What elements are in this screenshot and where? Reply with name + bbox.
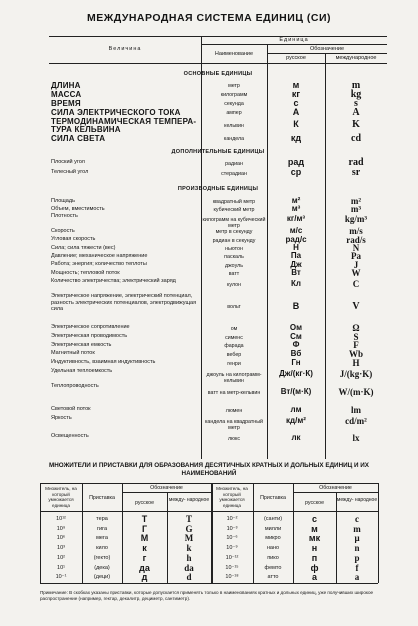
international-symbol: S xyxy=(353,331,359,342)
factor-value: 10² xyxy=(57,554,65,561)
unit-name: секунда xyxy=(224,100,244,107)
quantity-name: Плоский угол xyxy=(51,159,85,165)
prefix-russian-symbol: Т xyxy=(141,514,148,524)
unit-name: кандела на квадратный метр xyxy=(204,419,264,431)
factor-value: 10³ xyxy=(57,545,65,552)
international-symbol: V xyxy=(352,300,360,312)
russian-symbol: Н xyxy=(293,243,299,252)
russian-symbol: кг/м³ xyxy=(286,214,306,223)
russian-symbol: Вт xyxy=(291,268,301,277)
header-designation-left: Обозначение xyxy=(150,485,183,491)
factor-value: 10⁹ xyxy=(56,525,66,532)
quantity-name: Объем, вместимость xyxy=(51,206,105,212)
unit-name: люмен xyxy=(225,407,243,414)
russian-symbol: с xyxy=(293,98,299,108)
unit-row xyxy=(49,109,387,116)
header-factor-right: Множитель, на который умножается единица xyxy=(216,486,248,508)
international-symbol: m³ xyxy=(350,204,362,214)
russian-symbol: кд/м² xyxy=(286,416,306,425)
russian-symbol: лк xyxy=(291,433,301,442)
russian-symbol: м³ xyxy=(291,204,301,213)
international-symbol: J xyxy=(353,259,359,270)
international-symbol: Ω xyxy=(352,322,360,333)
unit-row xyxy=(49,159,387,168)
prefix-russian-symbol: п xyxy=(311,552,318,563)
unit-name: кубический метр xyxy=(213,207,255,213)
unit-name: радиан в секунду xyxy=(212,237,256,244)
prefix-name: мега xyxy=(96,535,108,542)
unit-name: кельвин xyxy=(224,122,244,129)
header-units: Единица xyxy=(279,37,309,43)
page-title: МЕЖДУНАРОДНАЯ СИСТЕМА ЕДИНИЦ (СИ) xyxy=(86,12,332,24)
section-basic: ОСНОВНЫЕ ЕДИНИЦЫ xyxy=(183,71,253,77)
prefix-russian-symbol: Г xyxy=(141,523,148,534)
unit-name: метр xyxy=(228,82,240,89)
prefix-name: пико xyxy=(267,554,279,561)
unit-row xyxy=(49,91,387,98)
russian-symbol: Дж/(кг·К) xyxy=(279,368,313,378)
quantity-name: Электрическое напряжение, электрический потенциал, разность электрических потенциалов, электродвижущая сила xyxy=(51,293,197,312)
header-name: Наименование xyxy=(214,51,254,57)
russian-symbol: В xyxy=(292,300,300,311)
prefix-russian-symbol: с xyxy=(311,514,317,524)
unit-row xyxy=(49,383,387,403)
unit-name: метр в секунду xyxy=(215,229,253,235)
quantity-name: ВРЕМЯ xyxy=(51,99,81,108)
international-symbol: lx xyxy=(352,433,360,443)
prefixes-table xyxy=(40,483,378,583)
header-quantity: Величина xyxy=(108,46,142,52)
prefix-russian-symbol: м xyxy=(311,523,318,534)
international-symbol: F xyxy=(353,340,359,350)
prefix-russian-symbol: к xyxy=(142,543,147,554)
international-symbol: Wb xyxy=(348,348,363,359)
header-designation-right: Обозначение xyxy=(319,485,352,491)
prefix-international-symbol: T xyxy=(185,514,192,524)
quantity-name: Площадь xyxy=(51,198,75,204)
unit-name: вебер xyxy=(226,351,242,358)
prefix-international-symbol: h xyxy=(186,552,192,563)
russian-symbol: м/с xyxy=(289,226,303,235)
russian-symbol: Дж xyxy=(290,259,302,269)
international-symbol: m xyxy=(351,80,361,91)
quantity-name: Скорость xyxy=(51,228,75,234)
unit-row xyxy=(49,278,387,291)
russian-symbol: кд xyxy=(290,133,302,143)
international-symbol: K xyxy=(352,119,360,130)
russian-symbol: Па xyxy=(290,251,302,260)
quantity-name: СИЛА ЭЛЕКТРИЧЕСКОГО ТОКА xyxy=(51,108,181,117)
quantity-name: Телесный угол xyxy=(51,169,89,175)
quantity-name: Работа; энергия; количество теплоты xyxy=(51,261,147,267)
prefix-international-symbol: m xyxy=(353,523,361,534)
unit-name: вольт xyxy=(227,304,241,310)
footnote: Примечание: В скобках указаны приставки, которые допускается применять только в наименованиях кратных и дольных единиц, уже получивших широкое распространение (например, гектар, декалитр, дециметр, сантиметр). xyxy=(40,590,374,601)
international-symbol: W xyxy=(351,268,361,278)
factor-value: 10⁶ xyxy=(56,535,66,542)
quantity-name: Количество электричества; электрический заряд xyxy=(51,278,176,284)
russian-symbol: Кл xyxy=(291,278,301,288)
international-symbol: rad/s xyxy=(346,234,366,245)
unit-row xyxy=(49,359,387,368)
header-russian-left: русское xyxy=(134,500,155,506)
quantity-name: СИЛА СВЕТА xyxy=(51,134,106,143)
international-symbol: Pa xyxy=(351,251,361,261)
prefix-name: фемто xyxy=(264,564,282,571)
quantity-name: Магнитный поток xyxy=(51,350,95,356)
unit-name: килограмм на кубический метр xyxy=(202,217,266,229)
unit-row xyxy=(49,433,387,445)
prefix-name: атто xyxy=(267,574,279,581)
unit-name: генри xyxy=(227,360,241,367)
factor-value: 10⁻³ xyxy=(226,525,238,532)
prefix-international-symbol: k xyxy=(186,543,192,554)
prefix-name: тера xyxy=(96,516,108,522)
factor-value: 10¹² xyxy=(56,516,66,522)
prefix-russian-symbol: М xyxy=(140,533,149,544)
quantity-name: Электрическая проводимость xyxy=(51,333,128,339)
header-international: международное xyxy=(335,55,377,61)
unit-row xyxy=(49,82,387,89)
quantity-name: Индуктивность, взаимная индуктивность xyxy=(51,359,156,365)
prefix-russian-symbol: д xyxy=(141,572,148,583)
quantity-name: Яркость xyxy=(51,415,72,421)
international-symbol: m/s xyxy=(349,226,363,236)
international-symbol: N xyxy=(352,243,360,253)
prefix-russian-symbol: а xyxy=(311,572,317,583)
factor-value: 10⁻¹² xyxy=(225,554,239,561)
unit-name: фарада xyxy=(224,343,244,349)
prefix-international-symbol: n xyxy=(354,543,360,554)
unit-row xyxy=(49,270,387,278)
russian-symbol: К xyxy=(293,119,299,129)
header-designation: Обозначение xyxy=(309,46,344,52)
prefix-name: гига xyxy=(96,525,108,532)
international-symbol: rad xyxy=(348,157,364,168)
russian-symbol: лм xyxy=(290,404,302,414)
factor-value: 10⁻² xyxy=(226,516,238,522)
unit-name: радиан xyxy=(225,160,243,167)
russian-symbol: См xyxy=(290,331,302,341)
international-symbol: m² xyxy=(350,196,362,206)
russian-symbol: рад xyxy=(287,157,305,167)
unit-row xyxy=(49,135,387,143)
quantity-name: Электрическая емкость xyxy=(51,342,112,348)
factor-value: 10⁻¹⁵ xyxy=(225,564,239,571)
international-symbol: W/(m·K) xyxy=(338,387,374,397)
unit-row xyxy=(49,293,387,321)
unit-name: килограмм xyxy=(220,91,248,98)
international-symbol: kg xyxy=(350,89,362,100)
header-international-left: между- народное xyxy=(168,497,210,503)
unit-name: сименс xyxy=(225,334,243,341)
si-units-table xyxy=(49,36,387,459)
russian-symbol: м xyxy=(292,80,300,90)
header-russian: русское xyxy=(286,55,306,61)
russian-symbol: А xyxy=(292,107,300,117)
prefix-russian-symbol: да xyxy=(139,562,150,573)
international-symbol: sr xyxy=(351,167,361,178)
international-symbol: H xyxy=(352,357,360,368)
unit-name: квадратный метр xyxy=(212,199,256,205)
russian-symbol: ср xyxy=(290,167,302,177)
prefix-international-symbol: G xyxy=(185,523,193,534)
header-factor-left: Множитель, на который умножается единица xyxy=(45,486,77,508)
international-symbol: lm xyxy=(351,404,361,415)
unit-row xyxy=(49,406,387,415)
unit-name: стерадиан xyxy=(221,170,247,177)
quantity-name: Освещенность xyxy=(51,433,89,439)
prefix-international-symbol: a xyxy=(354,572,360,583)
prefix-russian-symbol: н xyxy=(311,543,318,554)
prefix-international-symbol: μ xyxy=(354,533,360,544)
factor-value: 10⁻⁶ xyxy=(226,535,238,542)
unit-row xyxy=(49,368,387,384)
international-symbol: s xyxy=(354,98,358,109)
prefix-international-symbol: da xyxy=(184,562,194,573)
prefix-international-symbol: p xyxy=(354,552,360,563)
section-derived: ПРОИЗВОДНЫЕ ЕДИНИЦЫ xyxy=(177,186,259,192)
prefix-russian-symbol: мк xyxy=(308,533,321,544)
unit-name: кулон xyxy=(227,281,241,288)
prefix-russian-symbol: г xyxy=(142,552,147,563)
factor-value: 10⁻⁹ xyxy=(226,545,238,552)
prefix-name: нано xyxy=(266,545,280,552)
quantity-name: Удельная теплоемкость xyxy=(51,368,113,374)
unit-row xyxy=(49,118,387,133)
russian-symbol: Гн xyxy=(291,357,301,367)
unit-name: ватт на метр-кельвин xyxy=(207,390,261,396)
international-symbol: cd xyxy=(351,133,361,144)
header-prefix-right: Приставка xyxy=(260,495,286,501)
unit-row xyxy=(49,100,387,107)
russian-symbol: кг xyxy=(291,89,301,99)
unit-name: ньютон xyxy=(225,246,243,252)
quantity-name: МАССА xyxy=(51,90,82,99)
international-symbol: A xyxy=(352,107,360,118)
russian-symbol: Ом xyxy=(289,322,303,332)
international-symbol: C xyxy=(352,278,360,289)
quantity-name: Давление; механическое напряжение xyxy=(51,253,148,259)
unit-row xyxy=(49,415,387,429)
quantity-name: Плотность xyxy=(51,213,78,219)
unit-name: люкс xyxy=(227,436,241,442)
prefix-name: (дека) xyxy=(94,564,110,571)
factor-value: 10⁻¹ xyxy=(55,574,67,581)
unit-name: ампер xyxy=(226,109,242,116)
quantity-name: ТЕРМОДИНАМИЧЕСКАЯ ТЕМПЕРА- ТУРА КЕЛЬВИНА xyxy=(51,117,197,134)
international-symbol: cd/m² xyxy=(345,416,367,426)
russian-symbol: Вт/(м·К) xyxy=(280,387,312,396)
unit-name: ом xyxy=(230,325,238,332)
prefix-name: кило xyxy=(96,545,108,552)
prefix-international-symbol: M xyxy=(184,533,194,544)
prefixes-title: МНОЖИТЕЛИ И ПРИСТАВКИ ДЛЯ ОБРАЗОВАНИЯ ДЕСЯТИЧНЫХ КРАТНЫХ И ДОЛЬНЫХ ЕДИНИЦ И ИХ НАИМЕНОВАНИЙ xyxy=(48,462,370,477)
international-symbol: kg/m³ xyxy=(344,214,368,224)
header-international-right: между- народное xyxy=(336,497,378,503)
factor-value: 10¹ xyxy=(57,564,65,571)
quantity-name: Угловая скорость xyxy=(51,236,96,242)
russian-symbol: рад/с xyxy=(285,234,307,244)
header-prefix-left: Приставка xyxy=(89,495,115,501)
unit-name: ватт xyxy=(228,271,240,277)
prefix-russian-symbol: ф xyxy=(310,562,319,573)
prefix-name: милли xyxy=(264,525,282,532)
prefix-name: (гекто) xyxy=(93,554,111,561)
russian-symbol: Ф xyxy=(292,340,300,349)
unit-name: джоуль на килограмм-кельвин xyxy=(206,371,262,384)
russian-symbol: м² xyxy=(291,196,301,205)
prefix-name: микро xyxy=(265,535,281,542)
quantity-name: Теплопроводность xyxy=(51,383,99,389)
prefix-international-symbol: c xyxy=(355,514,359,524)
russian-symbol: Вб xyxy=(290,348,302,358)
prefix-international-symbol: f xyxy=(355,562,359,573)
prefix-name: (санти) xyxy=(263,516,283,522)
unit-row xyxy=(49,169,387,178)
unit-row xyxy=(49,213,387,227)
quantity-name: Электрическое сопротивление xyxy=(51,324,130,330)
prefix-name: (деци) xyxy=(93,574,111,581)
unit-name: джоуль xyxy=(225,262,243,269)
quantity-name: Мощность; тепловой поток xyxy=(51,270,120,276)
unit-name: кандела xyxy=(223,136,245,142)
factor-value: 10⁻¹⁸ xyxy=(225,574,239,581)
header-russian-right: русское xyxy=(304,500,325,506)
unit-name: паскаль xyxy=(224,254,244,260)
section-additional: ДОПОЛНИТЕЛЬНЫЕ ЕДИНИЦЫ xyxy=(171,149,265,155)
quantity-name: Сила; сила тяжести (вес) xyxy=(51,245,116,251)
quantity-name: Световой поток xyxy=(51,406,91,412)
international-symbol: J/(kg·K) xyxy=(339,368,373,379)
prefix-international-symbol: d xyxy=(186,572,192,583)
quantity-name: ДЛИНА xyxy=(51,81,81,90)
